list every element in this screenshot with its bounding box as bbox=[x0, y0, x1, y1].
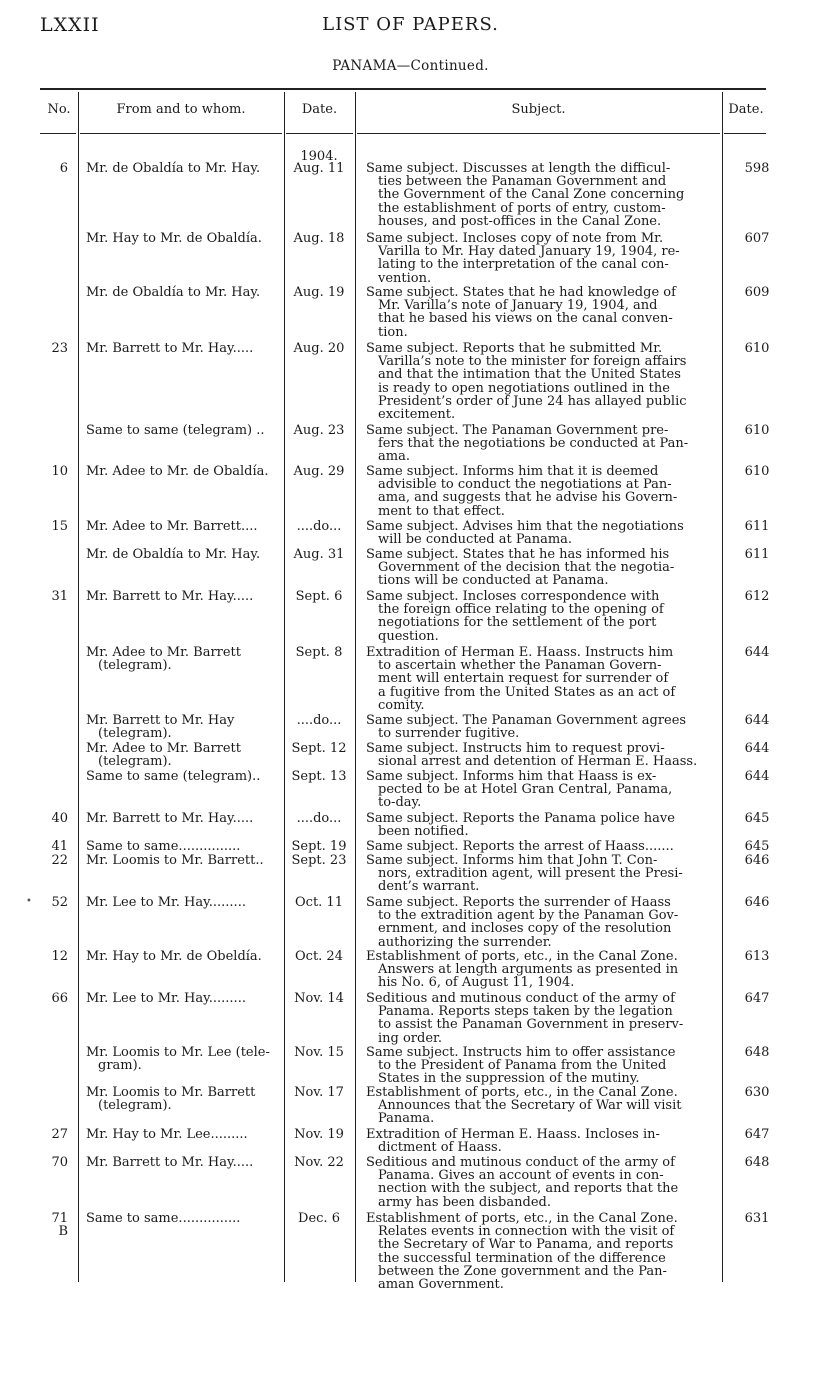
cell-line: Same to same (telegram).. bbox=[86, 769, 261, 784]
row-from-to bbox=[86, 714, 282, 740]
cell-line: ing order. bbox=[378, 1030, 442, 1046]
cell-line: Same subject. The Panaman Government agrees bbox=[366, 713, 687, 728]
column-divider bbox=[78, 92, 79, 1282]
row-from-to bbox=[86, 992, 282, 1005]
row-date: Aug. 23 bbox=[293, 423, 345, 438]
row-page: 610 bbox=[744, 341, 770, 356]
row-page: 644 bbox=[744, 741, 770, 756]
cell-line: Mr. Loomis to Mr. Lee (tele- bbox=[86, 1045, 270, 1060]
cell-line: Mr. Adee to Mr. de Obaldía. bbox=[86, 464, 269, 479]
row-from-to bbox=[86, 1086, 282, 1112]
cell-line: the Secretary of War to Panama, and reports bbox=[378, 1237, 674, 1253]
page-folio: LXXII bbox=[40, 14, 100, 36]
cell-line: Same subject. States that he has informed his bbox=[366, 547, 670, 562]
cell-line: ernment, and incloses copy of the resolution bbox=[378, 921, 672, 937]
header-date: Date. bbox=[301, 102, 338, 117]
header-underline bbox=[286, 133, 353, 134]
cell-line: fers that the negotiations be conducted at Pan- bbox=[378, 436, 689, 452]
row-from-to bbox=[86, 840, 282, 853]
row-subject bbox=[366, 812, 716, 838]
cell-line: ama, and suggests that he advise his Govern- bbox=[378, 490, 678, 506]
row-from-to bbox=[86, 342, 282, 355]
row-date: ....do... bbox=[296, 811, 342, 826]
cell-line: Same subject. Advises him that the negotiations bbox=[366, 519, 684, 534]
cell-line: (telegram). bbox=[98, 1098, 172, 1114]
cell-line: Same subject. Discusses at length the difficul- bbox=[366, 161, 671, 176]
cell-line: Mr. Adee to Mr. Barrett bbox=[86, 741, 242, 756]
row-number: 12 bbox=[51, 949, 68, 964]
cell-line: houses, and post-offices in the Canal Zone. bbox=[378, 213, 662, 229]
cell-line: Same subject. Informs him that John T. Con- bbox=[366, 853, 658, 868]
row-page: 611 bbox=[744, 519, 770, 534]
row-from-to bbox=[86, 520, 282, 533]
row-page: 613 bbox=[744, 949, 770, 964]
cell-line: (telegram). bbox=[98, 726, 172, 742]
row-page: 610 bbox=[744, 423, 770, 438]
row-subject bbox=[366, 840, 716, 853]
cell-line: Panama. Gives an account of events in con- bbox=[378, 1168, 664, 1184]
row-number: 23 bbox=[51, 341, 68, 356]
cell-line: Mr. Hay to Mr. de Obaldía. bbox=[86, 231, 262, 246]
cell-line: Same subject. Reports the arrest of Haass....... bbox=[366, 839, 674, 854]
row-date: Aug. 18 bbox=[293, 231, 345, 246]
cell-line: Mr. Adee to Mr. Barrett.... bbox=[86, 519, 258, 534]
cell-line: Mr. Loomis to Mr. Barrett.. bbox=[86, 853, 264, 868]
row-number: 27 bbox=[51, 1127, 68, 1142]
cell-line: ties between the Panaman Government and bbox=[378, 174, 667, 190]
cell-line: been notified. bbox=[378, 824, 469, 840]
column-divider bbox=[284, 92, 285, 1282]
row-subject bbox=[366, 232, 716, 285]
cell-line: Mr. Barrett to Mr. Hay bbox=[86, 713, 235, 728]
cell-line: Seditious and mutinous conduct of the army of bbox=[366, 1155, 675, 1170]
row-from-to bbox=[86, 1156, 282, 1169]
row-from-to bbox=[86, 1128, 282, 1141]
row-number: 71 B bbox=[51, 1211, 68, 1240]
table-top-rule bbox=[40, 88, 766, 90]
row-number: 40 bbox=[51, 811, 68, 826]
row-from-to bbox=[86, 286, 282, 299]
cell-line: Extradition of Herman E. Haass. Incloses in- bbox=[366, 1127, 660, 1142]
row-date: Nov. 15 bbox=[294, 1045, 344, 1060]
row-page: 630 bbox=[744, 1085, 770, 1100]
cell-line: Mr. Varilla’s note of January 19, 1904, and bbox=[378, 298, 658, 314]
row-page: 607 bbox=[744, 231, 770, 246]
row-from-to bbox=[86, 950, 282, 963]
row-date: ....do... bbox=[296, 713, 342, 728]
cell-line: Mr. de Obaldía to Mr. Hay. bbox=[86, 547, 261, 562]
cell-line: Mr. Lee to Mr. Hay......... bbox=[86, 895, 246, 910]
cell-line: Varilla to Mr. Hay dated January 19, 1904, re- bbox=[378, 244, 680, 260]
row-number: 31 bbox=[51, 589, 68, 604]
cell-line: Seditious and mutinous conduct of the army of bbox=[366, 991, 675, 1006]
year-label: 1904. bbox=[300, 149, 338, 164]
row-date: Aug. 29 bbox=[293, 464, 345, 479]
row-from-to bbox=[86, 770, 282, 783]
row-date: Sept. 19 bbox=[291, 839, 347, 854]
row-date: Aug. 20 bbox=[293, 341, 345, 356]
row-subject bbox=[366, 1156, 716, 1209]
header-underline bbox=[40, 133, 76, 134]
row-subject bbox=[366, 424, 716, 464]
row-subject bbox=[366, 770, 716, 810]
cell-line: (telegram). bbox=[98, 658, 172, 674]
row-page: 598 bbox=[744, 161, 770, 176]
cell-line: Same subject. States that he had knowledge of bbox=[366, 285, 676, 300]
row-from-to bbox=[86, 548, 282, 561]
cell-line: Same subject. Informs him that Haass is ex- bbox=[366, 769, 657, 784]
row-page: 648 bbox=[744, 1045, 770, 1060]
cell-line: ment to that effect. bbox=[378, 503, 505, 519]
cell-line: Mr. Barrett to Mr. Hay..... bbox=[86, 589, 254, 604]
row-subject bbox=[366, 286, 716, 339]
row-date: Nov. 14 bbox=[294, 991, 344, 1006]
cell-line: army has been disbanded. bbox=[378, 1194, 551, 1210]
cell-line: Panama. bbox=[378, 1111, 435, 1127]
row-from-to bbox=[86, 232, 282, 245]
cell-line: Mr. Lee to Mr. Hay......... bbox=[86, 991, 246, 1006]
cell-line: will be conducted at Panama. bbox=[378, 532, 573, 548]
row-date: Nov. 22 bbox=[294, 1155, 344, 1170]
cell-line: authorizing the surrender. bbox=[378, 934, 552, 950]
row-page: 647 bbox=[744, 991, 770, 1006]
row-subject bbox=[366, 1086, 716, 1126]
row-page: 631 bbox=[744, 1211, 770, 1226]
cell-line: ment will entertain request for surrender of bbox=[378, 671, 669, 687]
cell-line: Government of the decision that the negotia- bbox=[378, 560, 675, 576]
row-subject bbox=[366, 1128, 716, 1154]
row-subject bbox=[366, 162, 716, 228]
cell-line: Same subject. Reports the surrender of Haass bbox=[366, 895, 671, 910]
cell-line: between the Zone government and the Pan- bbox=[378, 1263, 667, 1279]
cell-line: Same subject. Incloses copy of note from Mr. bbox=[366, 231, 664, 246]
row-from-to bbox=[86, 162, 282, 175]
cell-line: nors, extradition agent, will present the Presi- bbox=[378, 866, 683, 882]
row-date: Aug. 31 bbox=[293, 547, 345, 562]
cell-line: Same subject. Instructs him to request provi- bbox=[366, 741, 665, 756]
cell-line: to the President of Panama from the United bbox=[378, 1058, 667, 1074]
row-page: 609 bbox=[744, 285, 770, 300]
row-date: Aug. 19 bbox=[293, 285, 345, 300]
row-subject bbox=[366, 646, 716, 712]
row-subject bbox=[366, 342, 716, 421]
row-number: 70 bbox=[51, 1155, 68, 1170]
row-date: Sept. 23 bbox=[291, 853, 347, 868]
cell-line: the Government of the Canal Zone concerning bbox=[378, 187, 685, 203]
cell-line: comity. bbox=[378, 697, 425, 713]
row-from-to bbox=[86, 646, 282, 672]
cell-line: his No. 6, of August 11, 1904. bbox=[378, 975, 575, 991]
header-no: No. bbox=[47, 102, 71, 117]
cell-line: Answers at length arguments as presented in bbox=[378, 962, 679, 978]
row-page: 611 bbox=[744, 547, 770, 562]
row-subject bbox=[366, 950, 716, 990]
row-page: 644 bbox=[744, 769, 770, 784]
row-page: 612 bbox=[744, 589, 770, 604]
cell-line: Same subject. Informs him that it is deemed bbox=[366, 464, 659, 479]
row-page: 645 bbox=[744, 839, 770, 854]
header-from-to: From and to whom. bbox=[116, 102, 246, 117]
cell-line: pected to be at Hotel Gran Central, Panama, bbox=[378, 782, 673, 798]
cell-line: to assist the Panaman Government in preserv- bbox=[378, 1017, 684, 1033]
header-underline bbox=[357, 133, 720, 134]
cell-line: Panama. Reports steps taken by the legation bbox=[378, 1004, 673, 1020]
cell-line: to surrender fugitive. bbox=[378, 726, 520, 742]
row-date: Nov. 19 bbox=[294, 1127, 344, 1142]
cell-line: gram). bbox=[98, 1058, 142, 1074]
header-underline bbox=[724, 133, 766, 134]
row-date: Sept. 8 bbox=[295, 645, 343, 660]
cell-line: Same to same............... bbox=[86, 839, 241, 854]
cell-line: is ready to open negotiations outlined in the bbox=[378, 380, 670, 396]
cell-line: Mr. Hay to Mr. Lee......... bbox=[86, 1127, 248, 1142]
row-page: 610 bbox=[744, 464, 770, 479]
row-subject bbox=[366, 714, 716, 740]
row-date: Sept. 13 bbox=[291, 769, 347, 784]
row-from-to bbox=[86, 854, 282, 867]
column-divider bbox=[355, 92, 356, 1282]
cell-line: Mr. Barrett to Mr. Hay..... bbox=[86, 1155, 254, 1170]
cell-line: negotiations for the settlement of the port bbox=[378, 615, 657, 631]
cell-line: tions will be conducted at Panama. bbox=[378, 573, 609, 589]
row-subject bbox=[366, 896, 716, 949]
cell-line: Mr. Loomis to Mr. Barrett bbox=[86, 1085, 256, 1100]
row-date: Sept. 6 bbox=[295, 589, 343, 604]
row-from-to bbox=[86, 590, 282, 603]
cell-line: ama. bbox=[378, 449, 410, 465]
row-subject bbox=[366, 1212, 716, 1291]
row-subject bbox=[366, 520, 716, 546]
cell-line: and that the intimation that the United States bbox=[378, 367, 681, 383]
cell-line: Announces that the Secretary of War will visit bbox=[378, 1098, 682, 1114]
cell-line: dent’s warrant. bbox=[378, 879, 480, 895]
column-divider bbox=[722, 92, 723, 1282]
cell-line: Same to same (telegram) .. bbox=[86, 423, 265, 438]
cell-line: the foreign office relating to the opening of bbox=[378, 602, 664, 618]
header-subject: Subject. bbox=[511, 102, 566, 117]
cell-line: tion. bbox=[378, 324, 408, 340]
cell-line: question. bbox=[378, 628, 439, 644]
cell-line: Varilla’s note to the minister for foreign affairs bbox=[378, 354, 687, 370]
row-page: 646 bbox=[744, 895, 770, 910]
cell-line: the successful termination of the difference bbox=[378, 1250, 666, 1266]
row-from-to bbox=[86, 896, 282, 909]
cell-line: a fugitive from the United States as an act of bbox=[378, 684, 676, 700]
row-date: Oct. 11 bbox=[295, 895, 343, 910]
row-subject bbox=[366, 854, 716, 894]
cell-line: (telegram). bbox=[98, 754, 172, 770]
row-from-to bbox=[86, 1212, 282, 1225]
row-number: 66 bbox=[51, 991, 68, 1006]
row-from-to bbox=[86, 742, 282, 768]
cell-line: dictment of Haass. bbox=[378, 1140, 502, 1156]
row-from-to bbox=[86, 465, 282, 478]
cell-line: Mr. Adee to Mr. Barrett bbox=[86, 645, 242, 660]
row-date: Sept. 12 bbox=[291, 741, 347, 756]
cell-line: to the extradition agent by the Panaman Gov- bbox=[378, 908, 679, 924]
cell-line: Extradition of Herman E. Haass. Instructs him bbox=[366, 645, 674, 660]
cell-line: Establishment of ports, etc., in the Canal Zone. bbox=[366, 1085, 678, 1100]
row-from-to bbox=[86, 424, 282, 437]
row-date: Nov. 17 bbox=[294, 1085, 344, 1100]
row-date: Oct. 24 bbox=[295, 949, 343, 964]
row-page: 645 bbox=[744, 811, 770, 826]
row-subject bbox=[366, 465, 716, 518]
row-number: 22 bbox=[51, 853, 68, 868]
row-page: 648 bbox=[744, 1155, 770, 1170]
row-number: 52 bbox=[51, 895, 68, 910]
cell-line: President’s order of June 24 has allayed public bbox=[378, 393, 687, 409]
row-subject bbox=[366, 548, 716, 588]
row-number: 10 bbox=[51, 464, 68, 479]
row-number: 6 bbox=[59, 161, 68, 176]
cell-line: Same subject. The Panaman Government pre- bbox=[366, 423, 669, 438]
cell-line: Mr. Barrett to Mr. Hay..... bbox=[86, 341, 254, 356]
cell-line: to ascertain whether the Panaman Govern- bbox=[378, 658, 662, 674]
cell-line: Mr. de Obaldía to Mr. Hay. bbox=[86, 161, 261, 176]
cell-line: sional arrest and detention of Herman E. Haass. bbox=[378, 754, 698, 770]
row-date: Aug. 11 bbox=[293, 161, 345, 176]
cell-line: that he based his views on the canal conven- bbox=[378, 311, 673, 327]
row-subject bbox=[366, 992, 716, 1045]
header-page: Date. bbox=[728, 102, 764, 117]
cell-line: Same to same............... bbox=[86, 1211, 241, 1226]
cell-line: Same subject. Incloses correspondence with bbox=[366, 589, 660, 604]
cell-line: vention. bbox=[378, 270, 432, 286]
header-underline bbox=[80, 133, 282, 134]
row-page: 644 bbox=[744, 645, 770, 660]
row-number: 41 bbox=[51, 839, 68, 854]
row-date: ....do... bbox=[296, 519, 342, 534]
row-number: 15 bbox=[51, 519, 68, 534]
row-subject bbox=[366, 590, 716, 643]
cell-line: Same subject. Instructs him to offer assistance bbox=[366, 1045, 676, 1060]
cell-line: Establishment of ports, etc., in the Canal Zone. bbox=[366, 1211, 678, 1226]
row-subject bbox=[366, 742, 716, 768]
section-heading: PANAMA—Continued. bbox=[332, 58, 489, 74]
row-subject bbox=[366, 1046, 716, 1086]
cell-line: States in the suppression of the mutiny. bbox=[378, 1071, 640, 1087]
row-page: 646 bbox=[744, 853, 770, 868]
cell-line: the establishment of ports of entry, custom- bbox=[378, 200, 666, 216]
cell-line: Mr. Hay to Mr. de Obeldía. bbox=[86, 949, 262, 964]
cell-line: Establishment of ports, etc., in the Canal Zone. bbox=[366, 949, 678, 964]
row-date: Dec. 6 bbox=[298, 1211, 340, 1226]
row-from-to bbox=[86, 1046, 282, 1072]
cell-line: Mr. de Obaldía to Mr. Hay. bbox=[86, 285, 261, 300]
cell-line: Same subject. Reports the Panama police have bbox=[366, 811, 675, 826]
cell-line: nection with the subject, and reports that the bbox=[378, 1181, 679, 1197]
cell-line: Same subject. Reports that he submitted Mr. bbox=[366, 341, 663, 356]
row-page: 644 bbox=[744, 713, 770, 728]
cell-line: aman Government. bbox=[378, 1277, 504, 1293]
cell-line: advisible to conduct the negotiations at Pan- bbox=[378, 477, 672, 493]
margin-mark: • bbox=[26, 896, 32, 907]
row-page: 647 bbox=[744, 1127, 770, 1142]
cell-line: excitement. bbox=[378, 407, 456, 423]
page-title: LIST OF PAPERS. bbox=[322, 14, 499, 35]
row-from-to bbox=[86, 812, 282, 825]
cell-line: Mr. Barrett to Mr. Hay..... bbox=[86, 811, 254, 826]
cell-line: to-day. bbox=[378, 795, 422, 811]
cell-line: Relates events in connection with the visit of bbox=[378, 1224, 675, 1240]
cell-line: lating to the interpretation of the canal con- bbox=[378, 257, 669, 273]
